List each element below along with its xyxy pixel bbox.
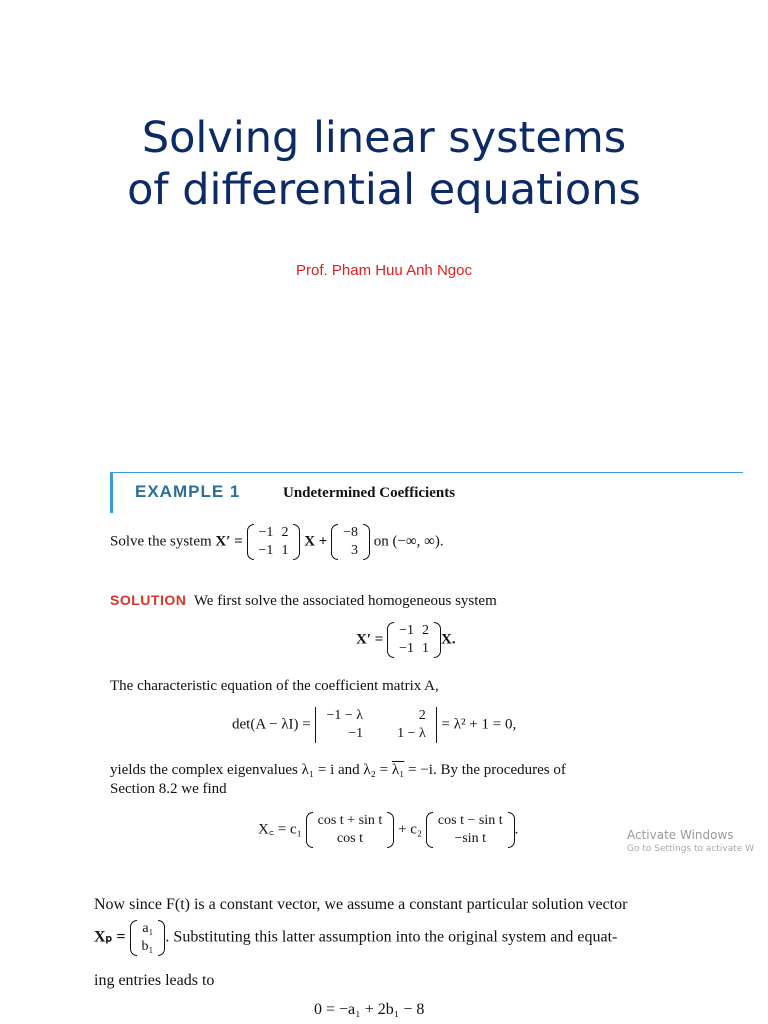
- example-title: Undetermined Coefficients: [283, 485, 456, 501]
- matrix-cell: −1: [258, 525, 274, 540]
- eigen-text-1: yields the complex eigenvalues λ₁ = i and λ₂ =: [110, 762, 389, 778]
- vector-cell: a₁: [142, 921, 154, 936]
- page-title: [0, 112, 768, 216]
- matrix-cell: −1: [348, 726, 364, 741]
- vector-cell: −sin t: [454, 831, 487, 846]
- paragraph-line-1: Now since F(t) is a constant vector, we assume a constant particular solution vector: [94, 896, 628, 913]
- example-header: [110, 472, 743, 513]
- vector-cell: −8: [343, 525, 358, 540]
- determinant-equation: [232, 707, 516, 743]
- problem-prefix: Solve the system: [110, 533, 212, 550]
- homog-lhs: X′ =: [356, 631, 384, 648]
- matrix-cell: 1: [281, 543, 289, 558]
- homog-x: X.: [441, 631, 456, 648]
- matrix-cell: 2: [418, 708, 426, 723]
- final-equation: 0 = −a₁ + 2b₁ − 8: [314, 1001, 425, 1018]
- section-reference: Section 8.2 we find: [110, 781, 227, 797]
- problem-x: X +: [304, 533, 328, 550]
- homog-matrix: [387, 622, 441, 658]
- matrix-cell: −1 − λ: [326, 708, 364, 723]
- det-lhs: det(A − λI) =: [232, 716, 311, 733]
- author-name: Prof. Pham Huu Anh Ngoc: [296, 262, 472, 279]
- problem-interval: on (−∞, ∞).: [373, 533, 444, 550]
- paragraph-line-2-text: . Substituting this latter assumption into the original system and equat-: [165, 928, 618, 946]
- homogeneous-system: [356, 622, 456, 658]
- matrix-cell: 1: [422, 641, 430, 656]
- vector-cell: cos t: [336, 831, 363, 846]
- xc-vector-2: [426, 812, 515, 848]
- solution-intro: [110, 592, 497, 610]
- solution-text: We first solve the associated homogeneous system: [193, 593, 497, 609]
- vector-cell: b₁: [141, 939, 154, 954]
- activate-windows-watermark: Activate Windows: [627, 828, 734, 842]
- eigen-text-2: = −i. By the procedures of: [408, 762, 566, 778]
- xp-lhs: Xₚ =: [94, 928, 126, 946]
- matrix-cell: 2: [422, 623, 430, 638]
- problem-statement: [110, 524, 444, 560]
- det-rhs: = λ² + 1 = 0,: [441, 716, 517, 733]
- xc-lhs: X꜀ = c₁: [258, 821, 302, 838]
- matrix-cell: 2: [281, 525, 289, 540]
- xp-vector: [130, 920, 166, 956]
- coefficient-matrix: [247, 524, 301, 560]
- characteristic-text: The characteristic equation of the coefficient matrix A,: [110, 678, 439, 694]
- solution-label: SOLUTION: [110, 592, 187, 608]
- paragraph-line-2: [94, 920, 617, 956]
- vector-cell: cos t + sin t: [317, 813, 383, 828]
- paragraph-line-3: ing entries leads to: [94, 972, 215, 989]
- matrix-cell: 1 − λ: [397, 726, 426, 741]
- xc-mid: + c₂: [398, 821, 423, 838]
- vector-cell: cos t − sin t: [437, 813, 503, 828]
- forcing-vector: [331, 524, 370, 560]
- xc-vector-1: [306, 812, 395, 848]
- det-matrix: [315, 707, 438, 743]
- eigenvalue-text: [110, 762, 566, 779]
- title-line-2: of differential equations: [127, 165, 641, 215]
- problem-lhs: X′ =: [215, 533, 243, 550]
- activate-windows-subtext: Go to Settings to activate W: [627, 844, 755, 854]
- eigen-conjugate: λ₁: [391, 762, 405, 778]
- example-label: EXAMPLE 1: [135, 482, 241, 501]
- matrix-cell: −1: [258, 543, 274, 558]
- matrix-cell: −1: [399, 641, 415, 656]
- complementary-solution: [258, 812, 518, 848]
- xc-end: .: [514, 821, 519, 838]
- vector-cell: 3: [350, 543, 358, 558]
- matrix-cell: −1: [399, 623, 415, 638]
- title-line-1: Solving linear systems: [141, 113, 627, 163]
